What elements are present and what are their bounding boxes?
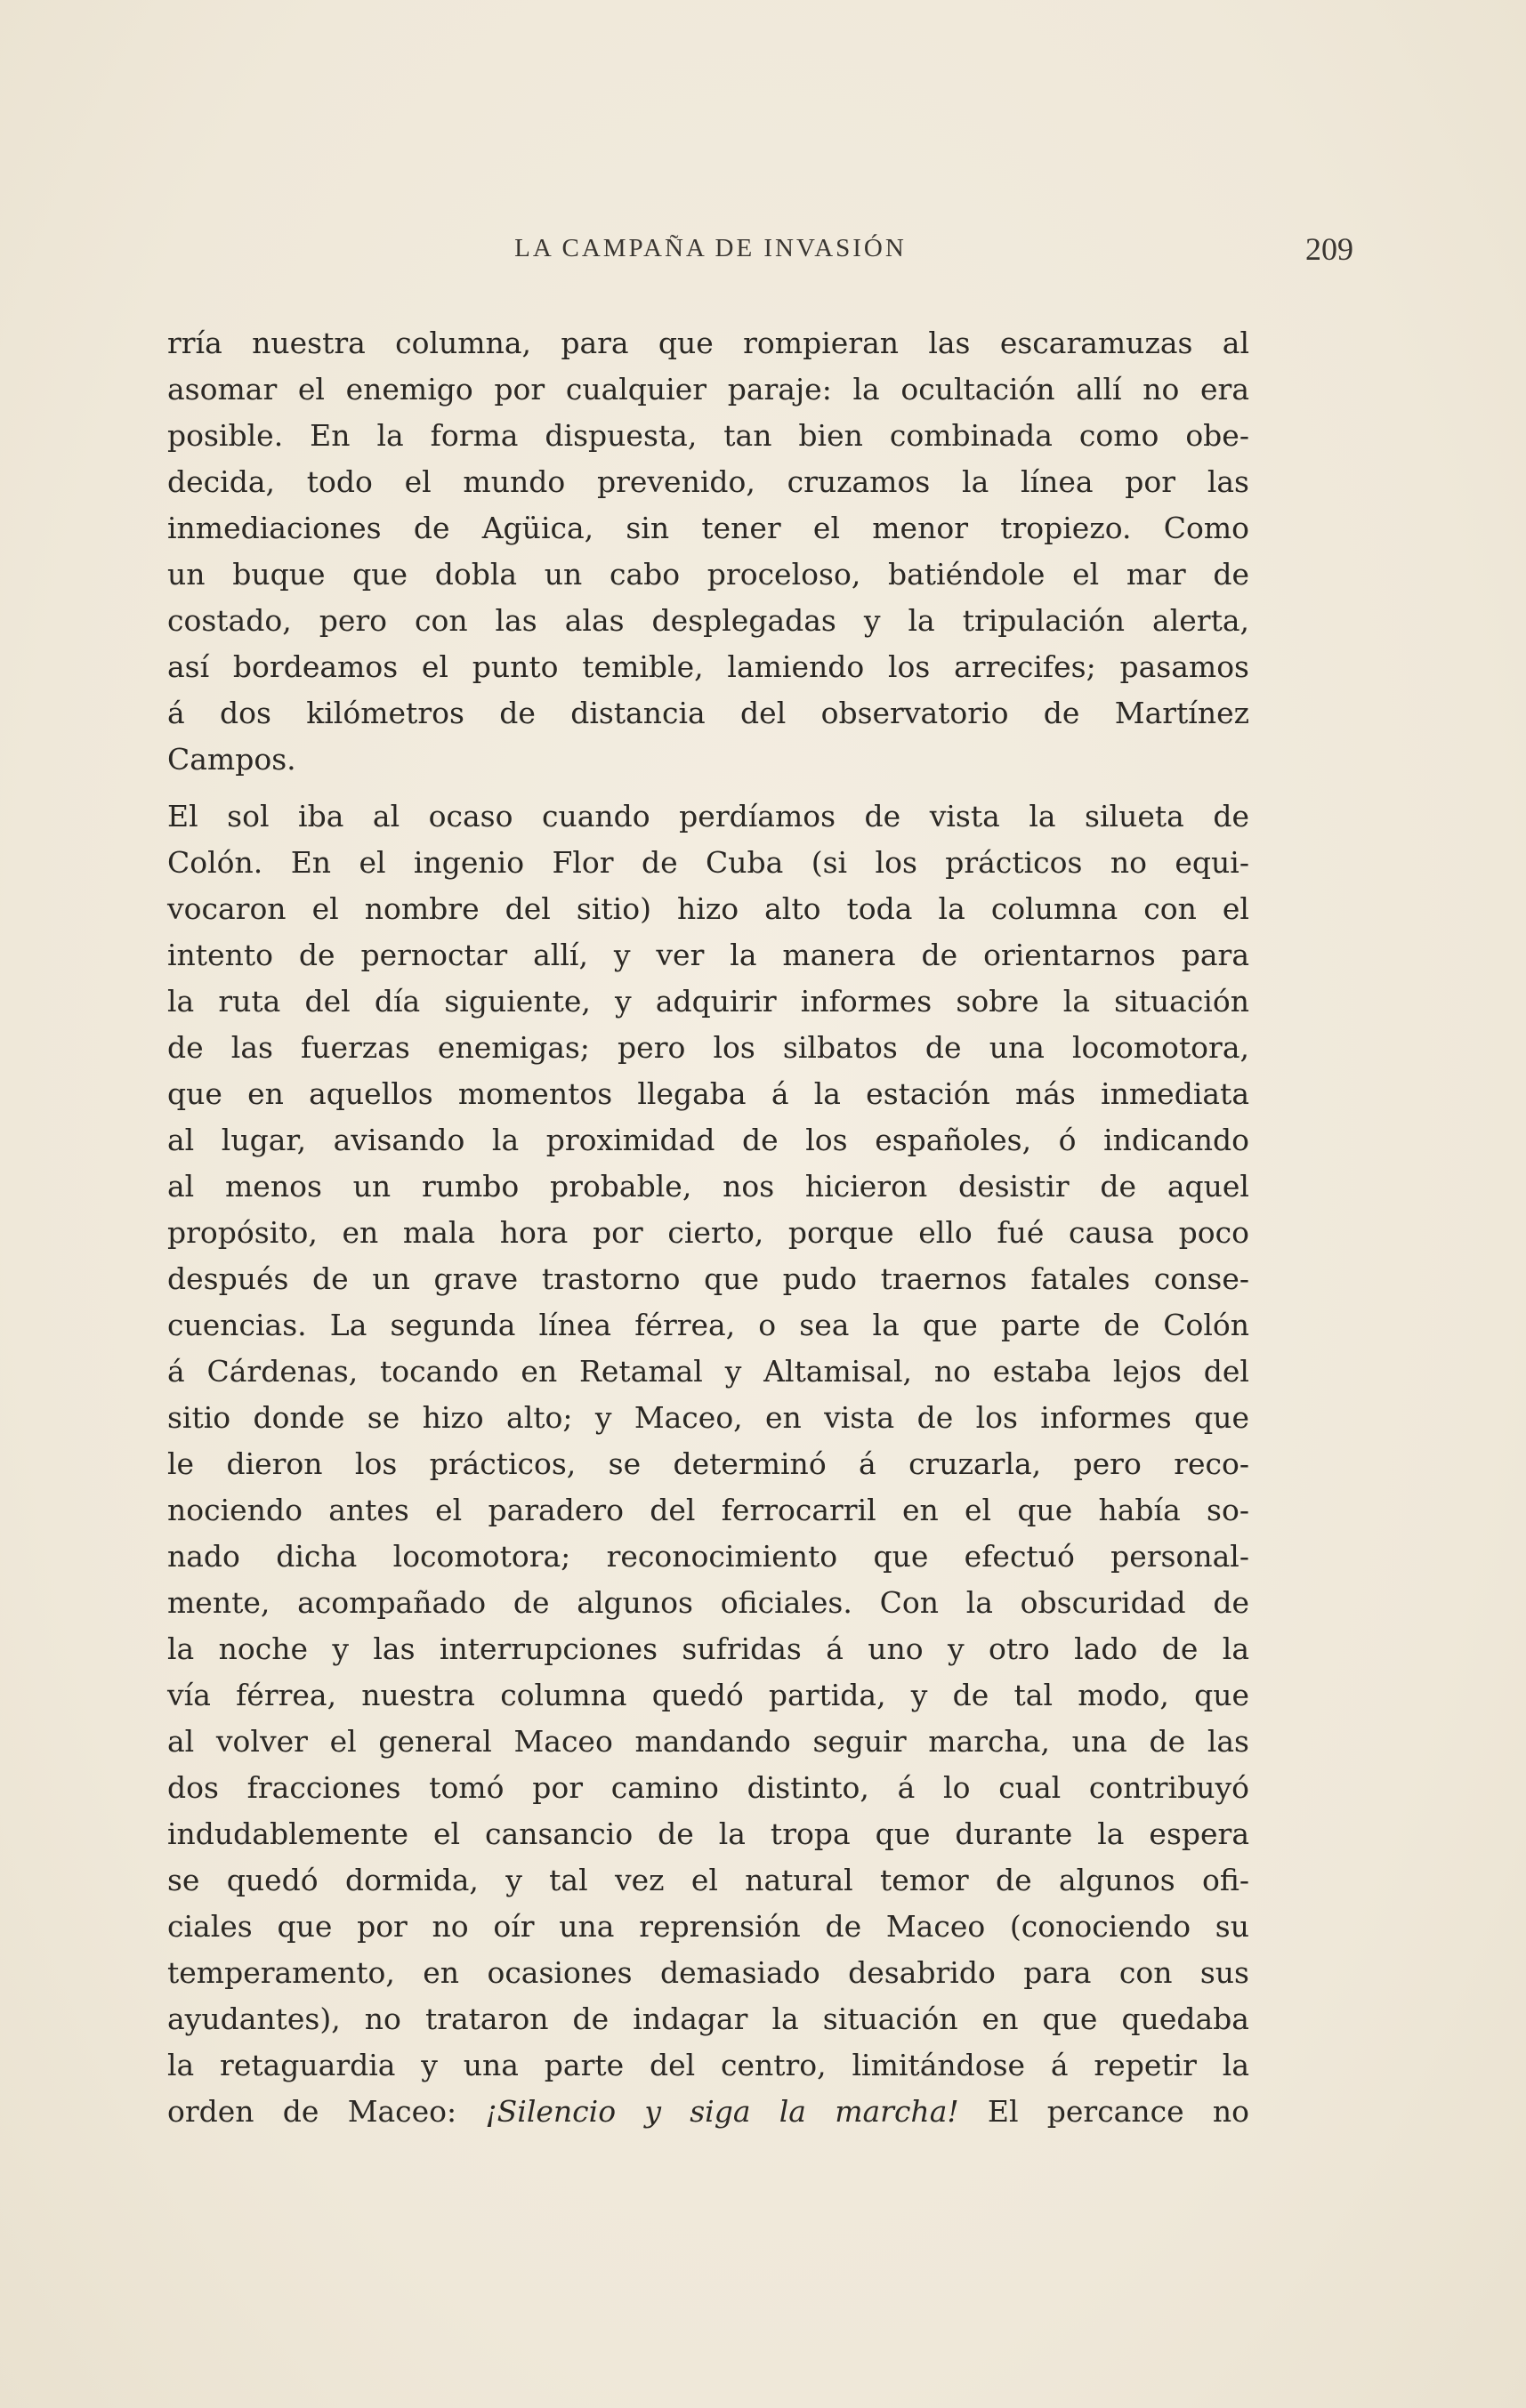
- text-line: posible. En la forma dispuesta, tan bien combinada como obe-: [167, 418, 1249, 453]
- paragraph-1: [167, 320, 1249, 783]
- text-line: Campos.: [167, 742, 296, 777]
- text-line: al menos un rumbo probable, nos hicieron desistir de aquel: [167, 1169, 1249, 1204]
- text-line: le dieron los prácticos, se determinó á cruzarla, pero reco-: [167, 1446, 1249, 1481]
- text-line: temperamento, en ocasiones demasiado desabrido para con sus: [167, 1955, 1249, 1990]
- text-line: nociendo antes el paradero del ferrocarril en el que había so-: [167, 1493, 1249, 1527]
- final-line-after: El percance no: [958, 2094, 1249, 2129]
- text-line: se quedó dormida, y tal vez el natural temor de algunos ofi-: [167, 1863, 1249, 1897]
- final-line-before: orden de Maceo:: [167, 2094, 486, 2129]
- text-line: dos fracciones tomó por camino distinto, á lo cual contribuyó: [167, 1770, 1249, 1805]
- text-line: un buque que dobla un cabo proceloso, batiéndole el mar de: [167, 557, 1249, 592]
- text-line: propósito, en mala hora por cierto, porque ello fué causa poco: [167, 1215, 1249, 1250]
- text-line: que en aquellos momentos llegaba á la estación más inmediata: [167, 1076, 1249, 1111]
- text-line: después de un grave trastorno que pudo traernos fatales conse-: [167, 1261, 1249, 1296]
- text-line: la retaguardia y una parte del centro, limitándose á repetir la: [167, 2048, 1249, 2082]
- page-number: 209: [1305, 231, 1353, 267]
- text-line: al lugar, avisando la proximidad de los españoles, ó indicando: [167, 1123, 1249, 1157]
- text-line: vocaron el nombre del sitio) hizo alto toda la columna con el: [167, 891, 1249, 926]
- text-line: decida, todo el mundo prevenido, cruzamos la línea por las: [167, 464, 1249, 499]
- running-head: [167, 231, 1353, 278]
- text-line: vía férrea, nuestra columna quedó partida, y de tal modo, que: [167, 1678, 1249, 1712]
- paragraph-gap: [167, 783, 1249, 793]
- text-line: ciales que por no oír una reprensión de Maceo (conociendo su: [167, 1909, 1249, 1944]
- text-line: á Cárdenas, tocando en Retamal y Altamisal, no estaba lejos del: [167, 1354, 1249, 1389]
- text-line: la ruta del día siguiente, y adquirir informes sobre la situación: [167, 984, 1249, 1019]
- paragraph-2: [167, 793, 1249, 2089]
- body-text: [167, 320, 1249, 2135]
- final-line-italic: ¡Silencio y siga la marcha!: [485, 2094, 959, 2129]
- text-line: á dos kilómetros de distancia del observatorio de Martínez: [167, 696, 1249, 730]
- text-line: asomar el enemigo por cualquier paraje: la ocultación allí no era: [167, 372, 1249, 407]
- text-line: costado, pero con las alas desplegadas y la tripulación alerta,: [167, 603, 1249, 638]
- text-line: intento de pernoctar allí, y ver la manera de orientarnos para: [167, 938, 1249, 972]
- text-line: indudablemente el cansancio de la tropa que durante la espera: [167, 1816, 1249, 1851]
- text-line: Colón. En el ingenio Flor de Cuba (si los prácticos no equi-: [167, 845, 1249, 880]
- text-line: mente, acompañado de algunos oficiales. Con la obscuridad de: [167, 1585, 1249, 1620]
- text-line-final: [167, 2089, 1249, 2135]
- text-line: rría nuestra columna, para que rompieran las escaramuzas al: [167, 326, 1249, 360]
- text-line: así bordeamos el punto temible, lamiendo los arrecifes; pasamos: [167, 649, 1249, 684]
- text-line: nado dicha locomotora; reconocimiento que efectuó personal-: [167, 1539, 1249, 1574]
- text-line: al volver el general Maceo mandando seguir marcha, una de las: [167, 1724, 1249, 1759]
- text-line: la noche y las interrupciones sufridas á uno y otro lado de la: [167, 1631, 1249, 1666]
- text-line: sitio donde se hizo alto; y Maceo, en vista de los informes que: [167, 1400, 1249, 1435]
- text-line: inmediaciones de Agüica, sin tener el menor tropiezo. Como: [167, 511, 1249, 545]
- running-title: LA CAMPAÑA DE INVASIÓN: [514, 234, 907, 262]
- text-line: cuencias. La segunda línea férrea, o sea la que parte de Colón: [167, 1308, 1249, 1342]
- text-line: ayudantes), no trataron de indagar la situación en que quedaba: [167, 2001, 1249, 2036]
- text-line: El sol iba al ocaso cuando perdíamos de vista la silueta de: [167, 799, 1249, 834]
- text-line: de las fuerzas enemigas; pero los silbatos de una locomotora,: [167, 1030, 1249, 1065]
